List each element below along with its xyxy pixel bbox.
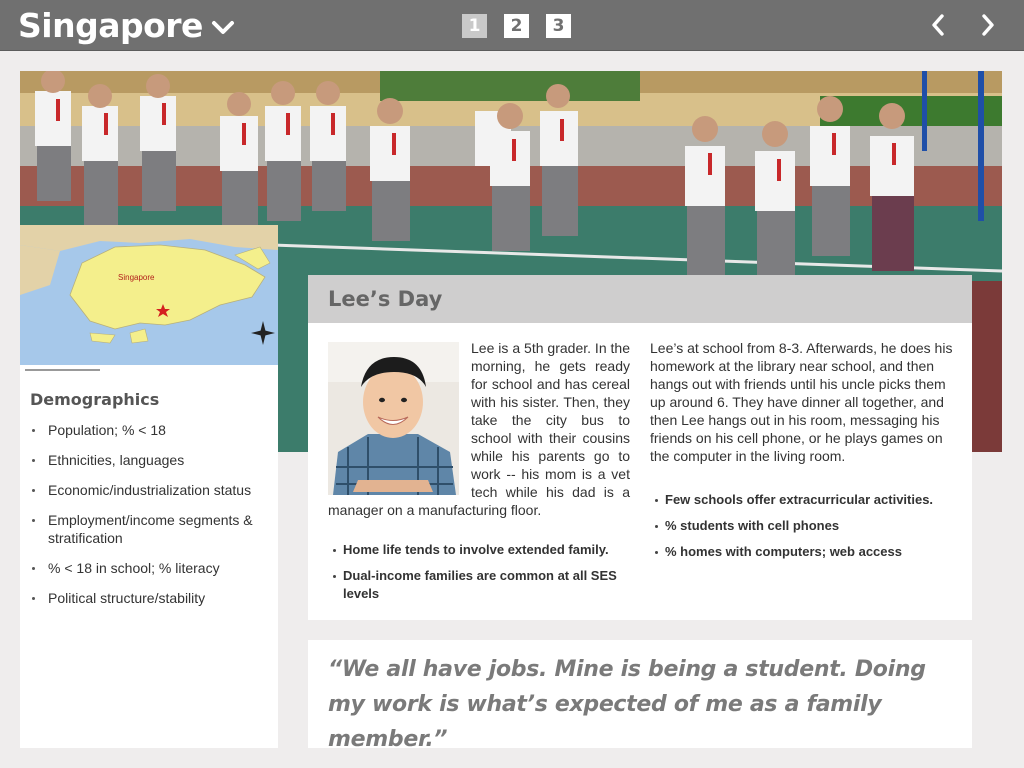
list-item: % homes with computers; web access bbox=[650, 543, 960, 561]
quote-text: “We all have jobs. Mine is being a student. Doing my work is what’s expected of me as a family member.” bbox=[328, 657, 926, 752]
chevron-left-icon bbox=[931, 14, 945, 36]
previous-button[interactable] bbox=[924, 11, 952, 39]
region-dropdown[interactable] bbox=[18, 6, 235, 44]
page-tab-3[interactable]: 3 bbox=[546, 14, 571, 38]
lees-day-panel bbox=[308, 323, 972, 620]
list-item: Dual-income families are common at all SES levels bbox=[328, 567, 638, 603]
list-item: Employment/income segments & stratification bbox=[20, 511, 278, 547]
page-tab-1[interactable]: 1 bbox=[462, 14, 487, 38]
demographics-title: Demographics bbox=[30, 390, 160, 409]
list-item: % < 18 in school; % literacy bbox=[20, 559, 278, 577]
list-item: Political structure/stability bbox=[20, 589, 278, 607]
list-item: % students with cell phones bbox=[650, 517, 960, 535]
bullet-list-right bbox=[650, 491, 960, 569]
lees-day-title: Lee’s Day bbox=[328, 287, 443, 311]
chevron-down-icon bbox=[211, 15, 235, 39]
map-label: Singapore bbox=[118, 273, 155, 282]
paragraph-1 bbox=[328, 339, 630, 519]
demographics-panel bbox=[20, 225, 278, 748]
paragraph-1-text: Lee is a 5th grader. In the morning, he gets ready for school and has cereal with his sister. Then, they take the city bus to school with their cousins while his parents go to work -- his mom is a vet tech while his dad is a manager on a manufacturing floor. bbox=[328, 340, 630, 518]
list-item: Economic/industrialization status bbox=[20, 481, 278, 499]
quote-panel bbox=[308, 640, 972, 752]
page-tabs bbox=[462, 14, 571, 38]
region-title: Singapore bbox=[18, 5, 203, 45]
header-bar bbox=[0, 0, 1024, 51]
lees-day-header bbox=[308, 275, 972, 323]
list-item: Ethnicities, languages bbox=[20, 451, 278, 469]
next-button[interactable] bbox=[974, 11, 1002, 39]
list-item: Home life tends to involve extended family. bbox=[328, 541, 638, 559]
chevron-right-icon bbox=[981, 14, 995, 36]
singapore-map bbox=[20, 225, 278, 377]
paragraph-2: Lee’s at school from 8-3. Afterwards, he does his homework at the library near school, and then hangs out with friends until his uncle picks them up around 6. They have dinner all together, and then Lee hangs out in his room, messaging his friends on his cell phone, or he plays games on the computer in the living room. bbox=[650, 340, 953, 464]
list-item: Population; % < 18 bbox=[20, 421, 278, 439]
bullet-list-left bbox=[328, 541, 638, 611]
demographics-list bbox=[20, 421, 278, 619]
page-tab-2[interactable]: 2 bbox=[504, 14, 529, 38]
list-item: Few schools offer extracurricular activities. bbox=[650, 491, 960, 509]
